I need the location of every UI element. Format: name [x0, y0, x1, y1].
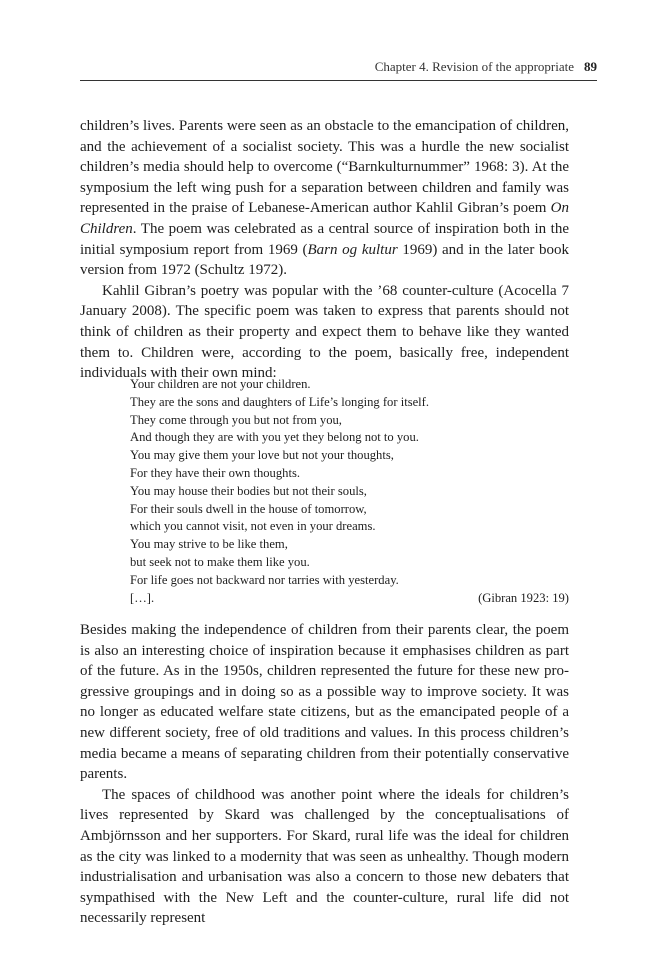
quote-line: but seek not to make them like you. [130, 554, 310, 569]
quote-line: For their souls dwell in the house of tomorrow, [130, 501, 367, 516]
italic-title: On Children [80, 200, 569, 237]
quote-line: They are the sons and daughters of Life’s longing for itself. [130, 394, 430, 409]
text-segment: Kahlil Gibran’s poetry was popular with the ’68 counter-culture (Acocella 7 January 2008). The specific poem was taken to express that parents should not think of children as their property and expect them to behave like they wanted them to. Children were, according to the poem, basically free, independent individuals with their own mind: [80, 282, 569, 382]
quote-line: You may house their bodies but not their souls, [130, 483, 367, 498]
quote-citation: (Gibran 1923: 19) [478, 590, 569, 605]
text-segment: . The poem was celebrated as a central source of inspiration both in the initial symposium report from 1969 ( [80, 220, 569, 258]
quote-line: which you cannot visit, not even in your dreams. [130, 519, 376, 534]
text-segment: Besides making the independence of children from their parents clear, the poem is also an interesting choice of inspiration because it emphasises children as part of the future. As in the 1950s, children represented the future for these new progressive groupings and in doing so as a possible way to improve society. It was no longer as educated welfare state citizens, but as the emancipated people of a new different society, free of old traditions and values. In this process children’s media became a means of separating children from their potentially conservative parents. [80, 622, 569, 783]
quote-line: For life goes not backward nor tarries with yesterday. [130, 572, 399, 587]
quote-line: You may give them your love but not your thoughts, [130, 448, 394, 463]
body-text-before-quote [80, 116, 569, 384]
quote-line: For they have their own thoughts. [130, 465, 300, 480]
page-number: 89 [584, 59, 597, 74]
paragraph-2 [80, 281, 569, 384]
quote-line: Your children are not your children. [130, 377, 311, 391]
running-header [80, 58, 597, 76]
text-segment: The spaces of childhood was another point where the ideals for children’s lives represented by Skard was challenged by the conceptualisations of Ambjörnsson and her supporters. For Skard, rural life was the ideal for children as the city was linked to a modernity that was seen as unhealthy. Though modern industrialisation and urbanisation was also a concern to those new debaters that sympathised with the New Left and the counter-culture, rural life did not necessarily represent [80, 786, 569, 927]
block-quote [130, 376, 569, 607]
body-text-after-quote [80, 620, 569, 929]
text-segment: children’s lives. Parents were seen as an obstacle to the emancipation of children, and the achievement of a socialist society. This was a hurdle the new socialist children’s media should help to overcome (“Barnkulturnummer” 1968: 3). At the symposium the left wing push for a separation between children and family was represented in the praise of Lebanese-American author Kahlil Gibran’s poem [80, 118, 569, 217]
running-title: Chapter 4. Revision of the appropriate [374, 59, 574, 74]
quote-line: You may strive to be like them, [130, 537, 288, 552]
italic-title: Barn og kultur [307, 241, 398, 258]
text-segment: 1969) and in the later book version from 1972 (Schultz 1972). [80, 241, 569, 279]
paragraph-4 [80, 785, 569, 929]
quote-line: And though they are with you yet they belong not to you. [130, 430, 419, 445]
quote-line: They come through you but not from you, [130, 412, 342, 427]
quote-ellipsis: […]. [130, 590, 155, 605]
header-rule [80, 80, 597, 81]
quote-final-line [130, 590, 569, 608]
paragraph-3 [80, 620, 569, 785]
paragraph-1 [80, 116, 569, 281]
